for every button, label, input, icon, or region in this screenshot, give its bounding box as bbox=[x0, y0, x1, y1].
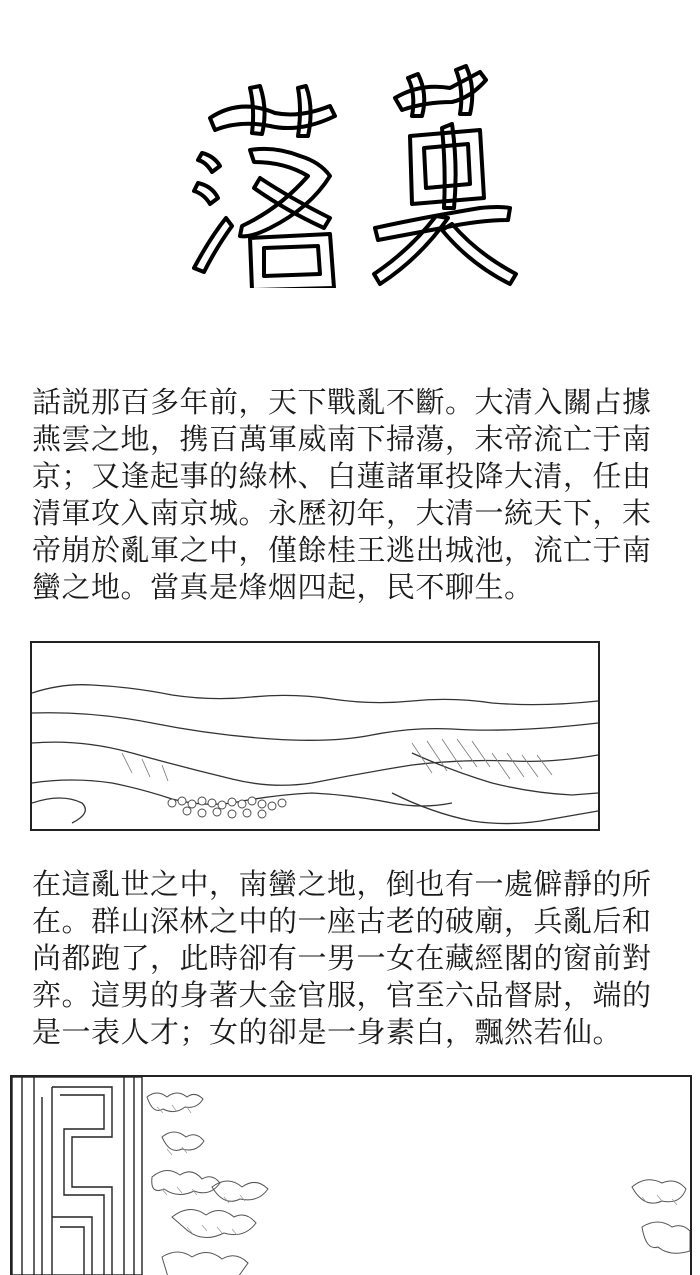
narration-paragraph-2: 在這亂世之中，南蠻之地，倒也有一處僻靜的所 在。群山深林之中的一座古老的破廟，兵亂后和 尚都跑了，此時卻有一男一女在藏經閣的窗前對 弈。這男的身著大金官服，官至六品督尉，端的 是一表人才；女的卻是一身素白，飄然若仙。 bbox=[32, 867, 652, 1049]
title-calligraphy bbox=[180, 58, 520, 288]
mountain-illustration bbox=[32, 643, 598, 829]
temple-illustration bbox=[12, 1077, 690, 1275]
panel-mountain-landscape bbox=[30, 641, 600, 831]
panel-temple-window bbox=[10, 1075, 692, 1275]
narration-paragraph-1: 話説那百多年前，天下戰亂不斷。大清入關占據 燕雲之地，携百萬軍威南下掃蕩，末帝流亡于南 京；又逢起事的綠林、白蓮諸軍投降大清，任由 清軍攻入南京城。永歷初年，大清一統天下，末 帝崩於亂軍之中，僅餘桂王逃出城池，流亡于南 蠻之地。當真是烽烟四起，民不聊生。 bbox=[32, 385, 652, 604]
